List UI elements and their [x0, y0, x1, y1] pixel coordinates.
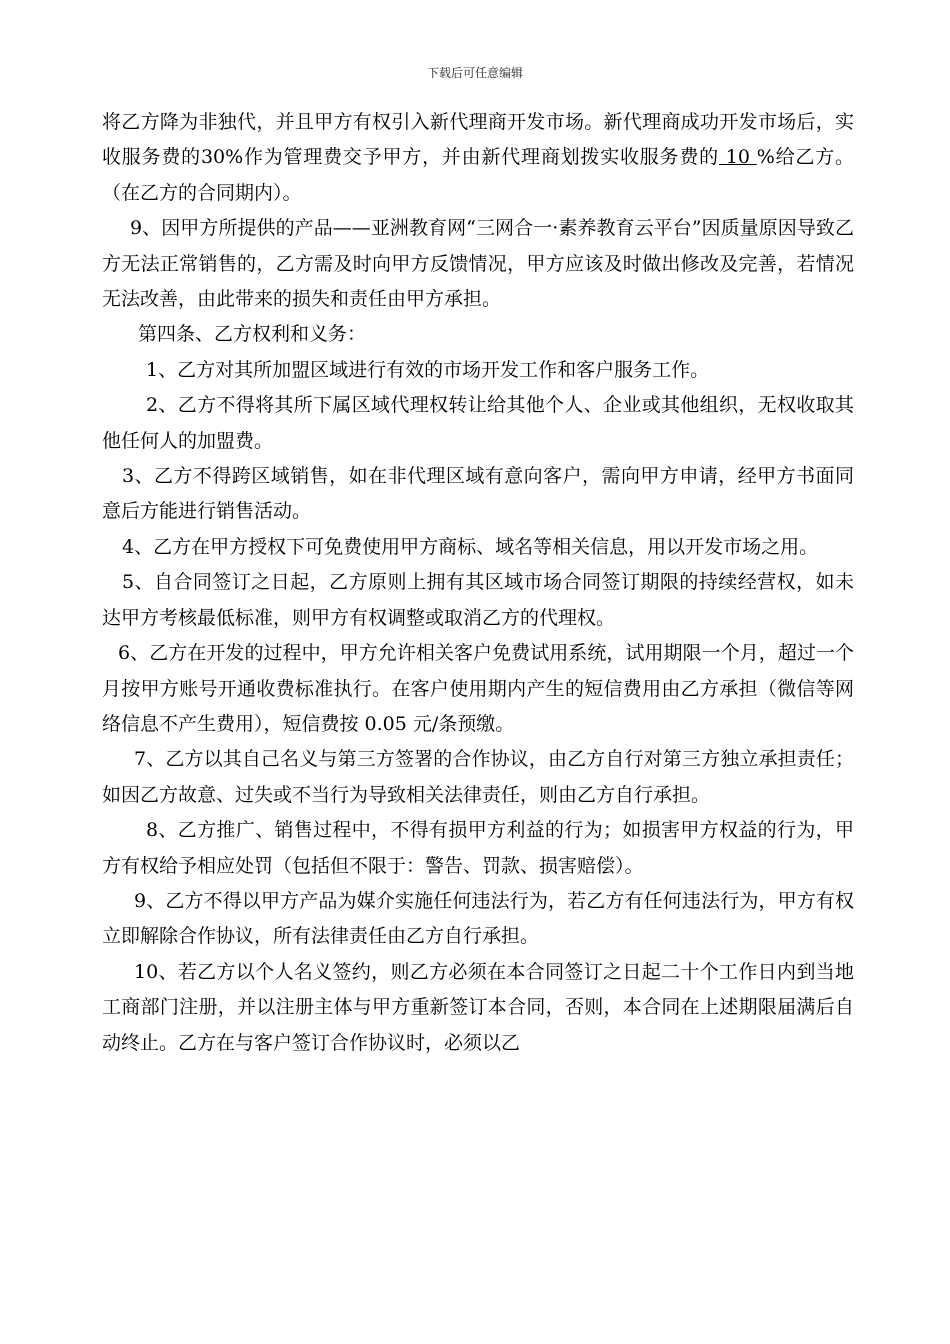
paragraph-text: 将乙方降为非独代，并且甲方有权引入新代理商开发市场。新代理商成功开发市场后，实收服务费的30%作为管理费交予甲方，并由新代理商划拨实收服务费的	[102, 111, 854, 169]
paragraph-continuation	[102, 105, 854, 211]
clause-1: 1、乙方对其所加盟区域进行有效的市场开发工作和客户服务工作。	[146, 358, 710, 381]
paragraph-text: %给乙方。（在乙方的合同期内）。	[102, 146, 854, 204]
clause-10: 10、若乙方以个人名义签约，则乙方必须在本合同签订之日起二十个工作日内到当地工商部门注册，并以注册主体与甲方重新签订本合同，否则，本合同在上述期限届满后自动终止。乙方在与客户签订合作协议时，必须以乙	[102, 960, 854, 1054]
clause-5: 5、自合同签订之日起，乙方原则上拥有其区域市场合同签订期限的持续经营权，如未达甲方考核最低标准，则甲方有权调整或取消乙方的代理权。	[102, 571, 854, 629]
clause-3: 3、乙方不得跨区域销售，如在非代理区域有意向客户，需向甲方申请，经甲方书面同意后方能进行销售活动。	[102, 465, 854, 523]
clause-6: 6、乙方在开发的过程中，甲方允许相关客户免费试用系统，试用期限一个月，超过一个月按甲方账号开通收费标准执行。在客户使用期内产生的短信费用由乙方承担（微信等网络信息不产生费用），短信费按 0.05 元/条预缴。	[102, 642, 854, 735]
clause-4: 4、乙方在甲方授权下可免费使用甲方商标、域名等相关信息，用以开发市场之用。	[122, 535, 819, 558]
clause-8: 8、乙方推广、销售过程中，不得有损甲方利益的行为；如损害甲方权益的行为，甲方有权给予相应处罚（包括但不限于：警告、罚款、损害赔偿）。	[102, 819, 854, 877]
underlined-percentage: 10	[718, 146, 757, 169]
clause-7: 7、乙方以其自己名义与第三方签署的合作协议，由乙方自行对第三方独立承担责任；如因乙方故意、过失或不当行为导致相关法律责任，则由乙方自行承担。	[102, 748, 854, 806]
section-heading-article-4: 第四条、乙方权利和义务：	[138, 323, 367, 346]
page-header: 下载后可任意编辑	[426, 66, 523, 80]
clause-9-illegal: 9、乙方不得以甲方产品为媒介实施任何违法行为，若乙方有任何违法行为，甲方有权立即解除合作协议，所有法律责任由乙方自行承担。	[102, 889, 854, 948]
document-body	[102, 105, 854, 1061]
clause-2: 2、乙方不得将其所下属区域代理权转让给其他个人、企业或其他组织，无权收取其他任何人的加盟费。	[102, 394, 854, 452]
clause-9-quality: 9、因甲方所提供的产品——亚洲教育网“三网合一·素养教育云平台”因质量原因导致乙方无法正常销售的，乙方需及时向甲方反馈情况，甲方应该及时做出修改及完善，若情况无法改善，由此带来的损失和责任由甲方承担。	[102, 217, 854, 311]
